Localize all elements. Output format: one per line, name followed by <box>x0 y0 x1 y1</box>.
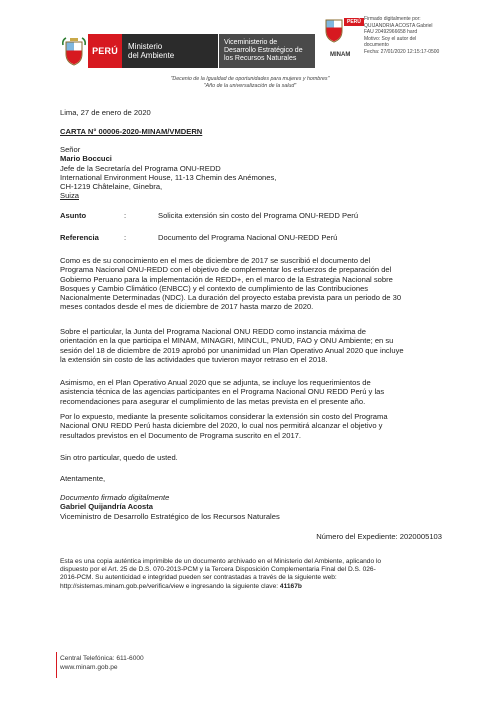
official-mottos <box>0 76 500 90</box>
paragraph-line: asistencia técnica de las agencias participantes en el Programa Nacional ONU REDD Perú y las <box>60 387 385 397</box>
notice-line: Esta es una copia auténtica imprimible de un documento archivado en el Ministerio del Ambiente, aplicando lo <box>60 558 382 565</box>
closing-line: Sin otro particular, quedo de usted. <box>60 453 178 462</box>
ministerio-line: Ministerio <box>128 42 163 51</box>
asunto-label: Asunto <box>60 211 87 220</box>
paragraph-4 <box>60 412 444 440</box>
ministerio-brand <box>122 34 218 68</box>
referencia-colon: : <box>124 233 127 242</box>
recipient-line: Jefe de la Secretaría del Programa ONU-REDD <box>60 163 221 173</box>
carta-number: CARTA N° 00006-2020-MINAM/VMDERN <box>60 127 203 136</box>
paragraph-line: orientación en la que participa el MINAM, MINAGRI, MINCUL, PNUD, FAO y ONU Ambiente; en su <box>60 336 394 346</box>
ministerio-line: del Ambiente <box>128 51 175 60</box>
paragraph-line: Nacionalmente Determinadas (NDC). La duración del proyecto estaba prevista para un periodo de 30 <box>60 293 402 303</box>
paragraph-1 <box>60 256 444 312</box>
asunto-row <box>60 211 444 221</box>
referencia-value: Documento del Programa Nacional ONU-REDD Perú <box>158 233 338 242</box>
asunto-colon: : <box>124 211 127 220</box>
notice-line: 2016-PCM. Su autenticidad e integridad pueden ser contrastadas a través de la siguiente web: <box>60 574 337 582</box>
viceministerio-line: los Recursos Naturales <box>224 55 297 62</box>
signature-line: QUIJANDRIA ACOSTA Gabriel <box>364 22 433 29</box>
signature-line: FAU 20492966658 hard <box>364 29 418 36</box>
signature-minam-label: MINAM <box>330 52 351 58</box>
referencia-row <box>60 233 444 243</box>
signature-peru-label: PERÚ <box>344 18 364 26</box>
digital-signature-stamp <box>318 14 498 64</box>
paragraph-2 <box>60 327 444 364</box>
paragraph-line: Sobre el particular, la Junta del Programa Nacional ONU REDD como instancia máxima de <box>60 327 366 336</box>
signer-name: Gabriel Quijandría Acosta <box>60 502 153 511</box>
signature-line: documento <box>364 42 389 49</box>
footer-website[interactable]: www.minam.gob.pe <box>60 664 118 671</box>
paragraph-line: recomendaciones para asegurar el cumplimiento de las metas prevista en el presente año. <box>60 396 366 406</box>
recipient-name: Mario Boccuci <box>60 154 112 164</box>
motto-line: "Decenio de la Igualdad de oportunidades para mujeres y hombres" <box>170 76 330 82</box>
paragraph-line: meses contados desde el mes de diciembre de 2017 hasta marzo de 2020. <box>60 302 314 312</box>
recipient-line: International Environment House, 11-13 Chemin des Anémones, <box>60 172 277 182</box>
notice-line: dispuesto por el Art. 25 de D.S. 070-2013-PCM y la Tercera Disposición Complementaria Final del D.S. 026- <box>60 566 376 574</box>
peru-brand <box>88 34 122 68</box>
paragraph-line: Como es de su conocimiento en el mes de diciembre de 2017 se suscribió el documento del <box>60 256 371 265</box>
signed-note: Documento firmado digitalmente <box>60 493 170 502</box>
notice-verification-text: http://sistemas.minam.gob.pe/verifica/view e ingresando la siguiente clave: <box>60 582 280 590</box>
closing-regards: Atentamente, <box>60 474 106 483</box>
date-line: Lima, 27 de enero de 2020 <box>60 108 151 117</box>
paragraph-line: Gobierno Peruano para la implementación de REDD+, en el marco de la Estrategia Nacional sobre <box>60 274 393 284</box>
recipient-block <box>60 145 444 201</box>
paragraph-line: Bosques y Cambio Climático (ENBCC) y el contexto de cumplimiento de las Contribuciones <box>60 283 369 293</box>
motto-line: "Año de la universalización de la salud" <box>203 83 297 89</box>
paragraph-3 <box>60 378 444 406</box>
referencia-label: Referencia <box>60 233 99 242</box>
paragraph-line: resultados previstos en el Documento de Programa suscrito en el 2017. <box>60 430 302 440</box>
asunto-value: Solicita extensión sin costo del Programa ONU-REDD Perú <box>158 211 359 220</box>
viceministerio-line: Desarrollo Estratégico de <box>224 47 303 54</box>
verification-key: 41167b <box>279 582 302 590</box>
paragraph-line: sesión del 18 de diciembre de 2019 aprobó por unanimidad un Plan Operativo Anual 2020 que incluye <box>60 345 404 355</box>
recipient-country: Suiza <box>60 191 79 201</box>
coat-of-arms-icon <box>60 34 88 68</box>
paragraph-line: Por lo expuesto, mediante la presente solicitamos considerar la extensión sin costo del Programa <box>60 412 388 421</box>
signature-line: Fecha: 27/01/2020 12:15:17-0500 <box>364 48 440 55</box>
viceministerio-brand <box>219 34 315 68</box>
signature-coat-of-arms-icon <box>322 16 346 44</box>
paragraph-line: la extensión sin costo de las actividades que tuvieron mayor retraso en el 2018. <box>60 354 328 364</box>
notice-line-verification <box>60 583 444 591</box>
footer-phone: Central Telefónica: 611-6000 <box>60 655 144 662</box>
signer-title: Viceministro de Desarrollo Estratégico de los Recursos Naturales <box>60 512 280 521</box>
salutation: Señor <box>60 145 81 154</box>
paragraph-line: Programa Nacional ONU-REDD con el objetivo de complementar los esfuerzos de preparación del <box>60 265 392 275</box>
recipient-line: CH-1219 Châtelaine, Ginebra, <box>60 182 163 192</box>
paragraph-line: Nacional ONU REDD Perú hasta diciembre del 2020, lo cual nos permitirá alcanzar el objetivo y <box>60 421 383 431</box>
footer-contact <box>60 654 144 672</box>
viceministerio-line: Viceministerio de <box>224 39 278 46</box>
paragraph-line: Asimismo, en el Plan Operativo Anual 2020 que se adjunta, se incluye los requerimientos de <box>60 378 371 387</box>
signature-details <box>364 16 496 56</box>
expediente-number: Número del Expediente: 2020005103 <box>316 532 442 541</box>
signature-line: Motivo: Soy el autor del <box>364 35 417 42</box>
footer-divider <box>56 652 57 678</box>
signature-line: Firmado digitalmente por: <box>364 16 421 22</box>
peru-label: PERÚ <box>92 46 118 56</box>
copy-notice <box>60 558 444 591</box>
letterhead <box>60 34 315 68</box>
